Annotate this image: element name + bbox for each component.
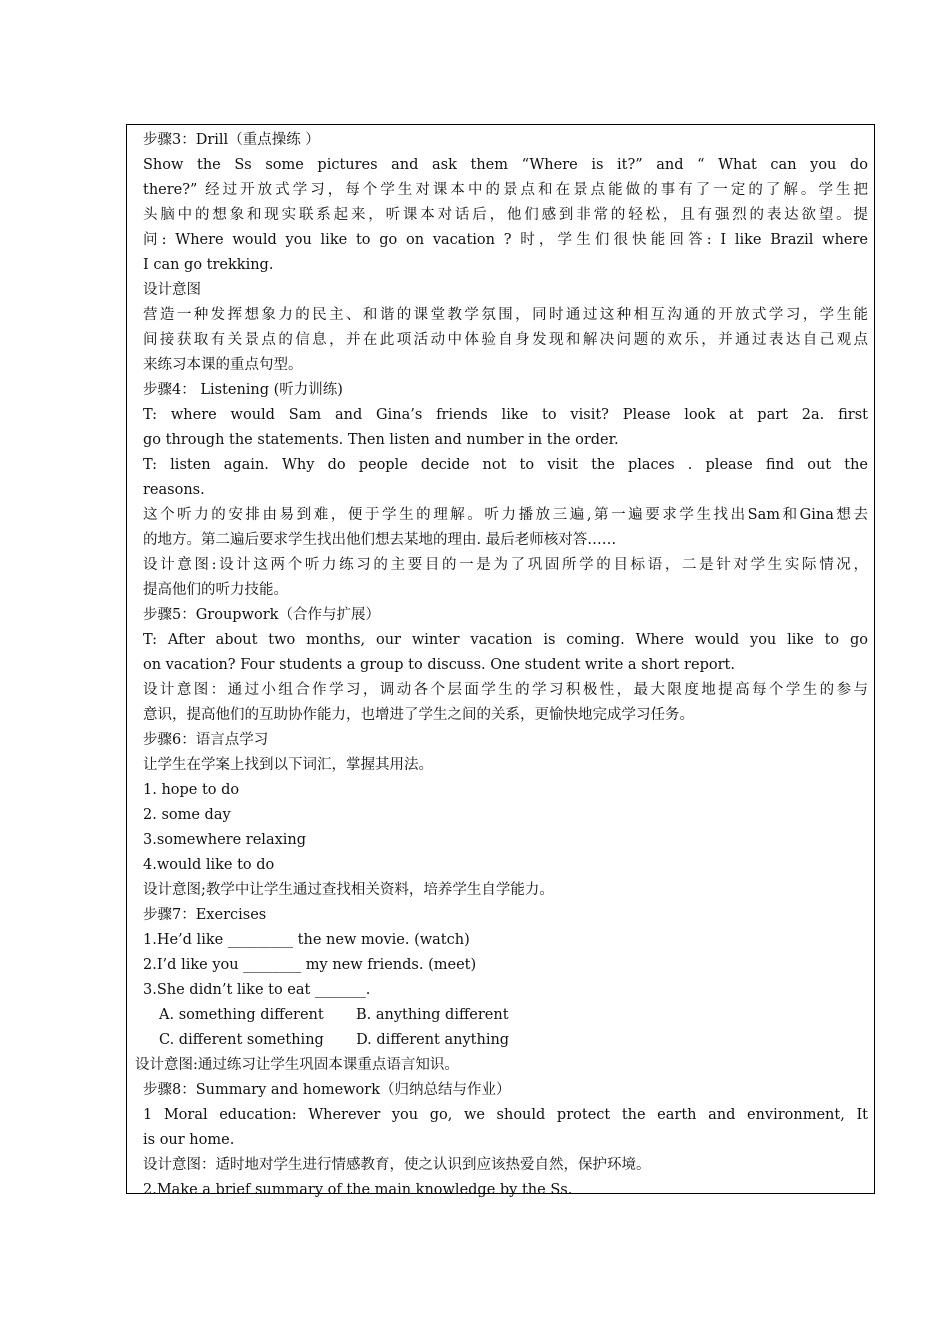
design-intent-heading: 设计意图: [143, 282, 201, 298]
design-intent-text: 意识，提高他们的互助协作能力，也增进了学生之间的关系，更愉快地完成学习任务。: [143, 707, 694, 723]
step8-text: 1 Moral education: Wherever you go, we should protect the earth and environment, It: [143, 1107, 868, 1123]
step8-text: is our home.: [143, 1132, 235, 1148]
design-intent-text: 间接获取有关景点的信息，并在此项活动中体验自身发现和解决问题的欢乐，并通过表达自己观点: [143, 332, 868, 348]
exercise-item: 3.She didn’t like to eat _______.: [143, 982, 371, 998]
step3-text: I can go trekking.: [143, 257, 274, 273]
exercise-option: A. something different B. anything different: [159, 1007, 509, 1023]
exercise-item: 1.He’d like _________ the new movie. (watch): [143, 932, 470, 948]
step4-text: reasons.: [143, 482, 205, 498]
step6-text: 让学生在学案上找到以下词汇，掌握其用法。: [143, 757, 433, 773]
design-intent-text: 设计意图：通过小组合作学习，调动各个层面学生的学习积极性，最大限度地提高每个学生的参与: [143, 682, 868, 698]
design-intent-text: 设计意图;教学中让学生通过查找相关资料，培养学生自学能力。: [143, 882, 554, 898]
vocab-item: 4.would like to do: [143, 857, 275, 873]
lesson-plan-cell: [135, 128, 868, 1203]
design-intent-text: 设计意图:设计这两个听力练习的主要目的一是为了巩固所学的目标语，二是针对学生实际情况，: [143, 557, 868, 573]
step3-heading: 步骤3：Drill（重点操练 ）: [143, 132, 320, 148]
exercise-item: 2.I’d like you ________ my new friends. (meet): [143, 957, 477, 973]
step4-heading: 步骤4： Listening (听力训练): [143, 382, 343, 398]
step4-text: T: listen again. Why do people decide not to visit the places . please find out the: [143, 457, 868, 473]
step5-text: T: After about two months, our winter vacation is coming. Where would you like to go: [143, 632, 868, 648]
step4-text: T: where would Sam and Gina’s friends like to visit? Please look at part 2a. first: [143, 407, 868, 423]
design-intent-text: 设计意图：适时地对学生进行情感教育，使之认识到应该热爱自然，保护环境。: [143, 1157, 651, 1173]
step5-heading: 步骤5：Groupwork（合作与扩展）: [143, 607, 380, 623]
step6-heading: 步骤6：语言点学习: [143, 732, 269, 748]
step3-text: Show the Ss some pictures and ask them “Where is it?” and “ What can you do: [143, 157, 868, 173]
step3-text: there?” 经过开放式学习，每个学生对课本中的景点和在景点能做的事有了一定的了解。学生把: [143, 182, 868, 198]
exercise-option: C. different something D. different anything: [159, 1032, 510, 1048]
vocab-item: 2. some day: [143, 807, 231, 823]
step4-text: go through the statements. Then listen and number in the order.: [143, 432, 619, 448]
vocab-item: 3.somewhere relaxing: [143, 832, 307, 848]
step7-heading: 步骤7：Exercises: [143, 907, 267, 923]
step8-heading: 步骤8：Summary and homework（归纳总结与作业）: [143, 1082, 511, 1098]
lesson-plan-table: [126, 124, 875, 1198]
design-intent-text: 来练习本课的重点句型。: [143, 357, 303, 373]
design-intent-text: 提高他们的听力技能。: [143, 582, 288, 598]
step8-text: 2.Make a brief summary of the main knowledge by the Ss.: [143, 1182, 573, 1198]
design-intent-text: 营造一种发挥想象力的民主、和谐的课堂教学氛围，同时通过这种相互沟通的开放式学习，学生能: [143, 307, 868, 323]
step3-text: 问: Where would you like to go on vacation ? 时，学生们很快能回答: I like Brazil where: [143, 232, 868, 248]
vocab-item: 1. hope to do: [143, 782, 240, 798]
step4-text: 的地方。第二遍后要求学生找出他们想去某地的理由. 最后老师核对答……: [143, 532, 617, 548]
step3-text: 头脑中的想象和现实联系起来，听课本对话后，他们感到非常的轻松，且有强烈的表达欲望。提: [143, 207, 868, 223]
step5-text: on vacation? Four students a group to discuss. One student write a short report.: [143, 657, 735, 673]
step4-text: 这个听力的安排由易到难，便于学生的理解。听力播放三遍,第一遍要求学生找出Sam和Gina想去: [143, 507, 868, 523]
design-intent-text: 设计意图:通过练习让学生巩固本课重点语言知识。: [135, 1057, 459, 1073]
